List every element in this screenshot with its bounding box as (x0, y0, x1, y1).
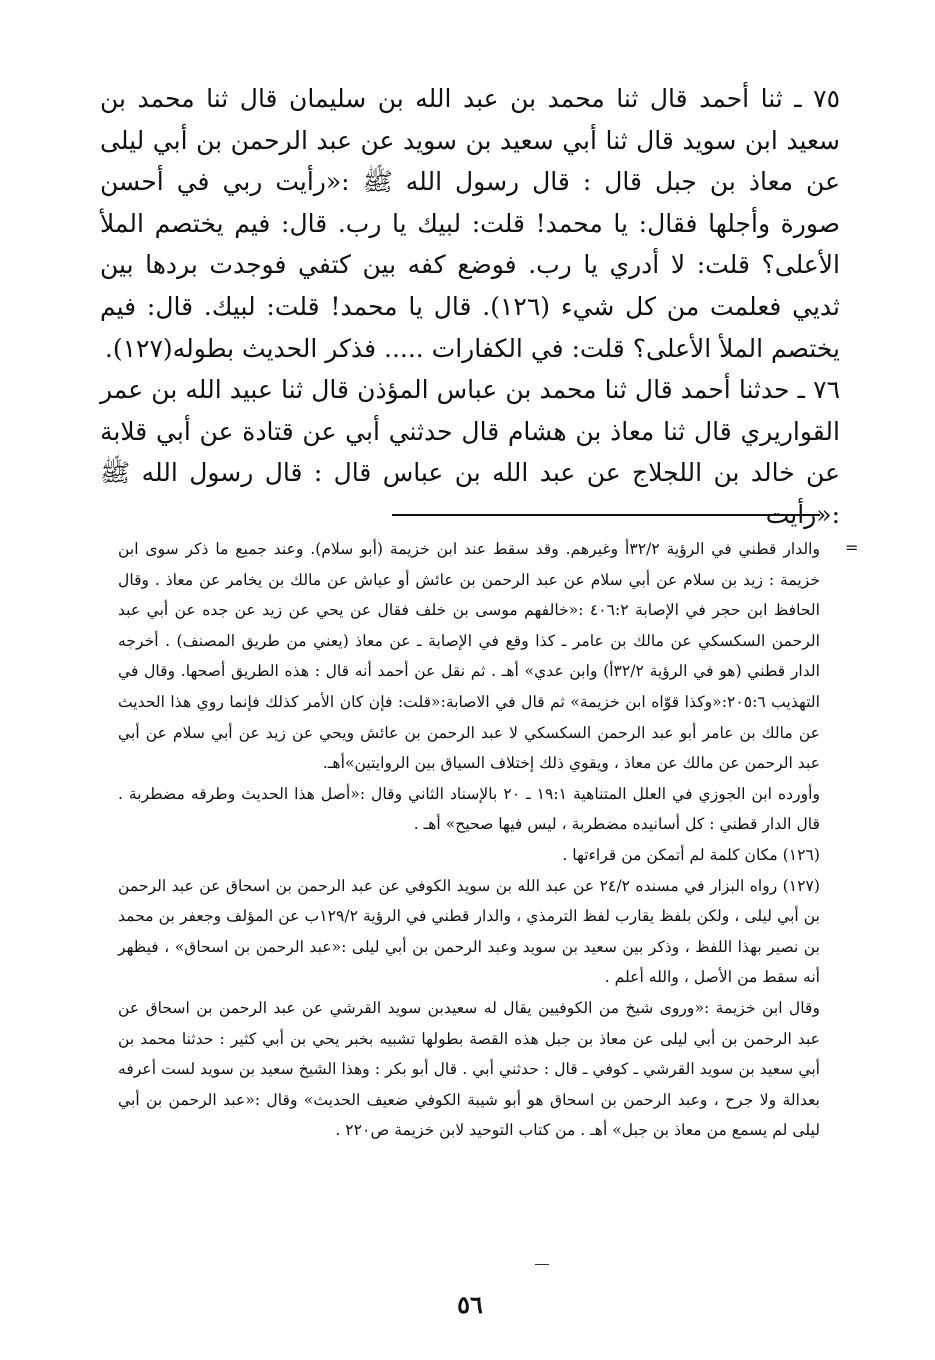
footnote-127: (١٢٧) رواه البزار في مسنده ٢٤/٢ عن عبد الله بن سويد الكوفي عن عبد الرحمن بن اسحاق عن عبد الرحمن بن أبي ليلى ، ولكن بلفظ يقارب لفظ الترمذي ، والدار قطني في الرؤية ١٢٩/٢ب عن المؤلف وجعفر بن محمد بن نصير بهذا اللفظ ، وذكر بين سعيد بن سويد وعبد الرحمن بن أبي ليلى :«عبد الرحمن بن اسحاق» ، فيظهر أنه سقط من الأصل ، والله أعلم . (118, 876, 821, 987)
hadith-text (100, 78, 840, 536)
footnote-ibn-aljawzi: وأورده ابن الجوزي في العلل المتناهية ١٩:١ ـ ٢٠ بالإسناد الثاني وقال :«أصل هذا الحديث وطرقه مضطربة . قال الدار قطني : كل أسانيده مضطربة ، ليس فيها صحيح» أهـ . (118, 784, 821, 834)
page-number: ٥٦ (457, 1290, 483, 1319)
footnote-126: (١٢٦) مكان كلمة لم أتمكن من قراءتها . (562, 845, 820, 864)
footnote-ibn-khuzayma: وقال ابن خزيمة :«وروى شيخ من الكوفيين يقال له سعيدبن سويد القرشي عن عبد الرحمن بن اسحاق عن عبد الرحمن بن أبي ليلى عن معاذ بن جبل هذه القصة بطولها تشبيه بخبر يحي بن أبي كثير : حدثنا محمد بن أبي سعيد بن سويد القرشي ـ كوفي ـ قال : حدثني أبي . قال أبو بكر : وهذا الشيخ سعيد بن سويد لست أعرفه بعدالة ولا جرح ، وعبد الرحمن بن اسحاق هو أبو شيبة الكوفي ضعيف الحديث» وقال :«عبد الرحمن بن أبي ليلى لم يسمع من معاذ بن جبل» أهـ . من كتاب التوحيد لابن خزيمة ص٢٢٠ . (118, 998, 820, 1140)
footnotes (118, 534, 820, 1146)
end-mark (535, 1264, 549, 1265)
footnote-separator (392, 514, 820, 516)
hadith-75: ٧٥ ـ ثنا أحمد قال ثنا محمد بن عبد الله بن سليمان قال ثنا محمد بن سعيد ابن سويد قال ثنا أبي سعيد بن سويد عن عبد الرحمن بن أبي ليلى عن معاذ بن جبل قال : قال رسول الله ﷺ :«رأيت ربي في أحسن صورة وأجلها فقال: يا محمد! قلت: لبيك يا رب. قال: فيم يختصم الملأ الأعلى؟ قلت: لا أدري يا رب. فوضع كفه بين كتفي فوجدت بردها بين ثديي فعلمت من كل شيء (١٢٦). قال يا محمد! قلت: لبيك. قال: فيم يختصم الملأ الأعلى؟ قلت: في الكفارات ..... فذكر الحديث بطوله(١٢٧). (100, 84, 841, 363)
footnote-continuation-mark: = (845, 538, 859, 557)
footnote-continued: والدار قطني في الرؤية ٣٢/٢أ وغيرهم. وقد سقط عند ابن خزيمة (أبو سلام). وعند جميع ما ذكر سوى ابن خزيمة : زيد بن سلام عن أبي سلام عن عبد الرحمن بن عائش أو عياش عن مالك بن يخامر عن معاذ . وقال الحافظ ابن حجر في الإصابة ٤٠٦:٢ :«خالفهم موسى بن خلف فقال عن يحي عن زيد عن جده عن أبي عبد الرحمن السكسكي عن مالك بن عامر ـ كذا وقع في الإصابة ـ عن معاذ (يعني من طريق المصنف) . أخرجه الدار قطني (هو في الرؤية ٣٢/٢أ) وابن عدي» أهـ . ثم نقل عن أحمد أنه قال : هذه الطريق أصحها. وقال في التهذيب ٢٠٥:٦:«وكذا قوّاه ابن خزيمة» ثم قال في الاصابة:«قلت: فإن كان الأمر كذلك فإنما روي هذا الحديث عن مالك بن عامر أبو عبد الرحمن السكسكي لا عبد الرحمن بن عائش ويحي عن زيد عن أبي سلام عن أبي عبد الرحمن عن مالك عن معاذ ، ويقوي ذلك إختلاف السياق بين الروايتين»أهـ. (118, 540, 820, 773)
hadith-76: ٧٦ ـ حدثنا أحمد قال ثنا محمد بن عباس المؤذن قال ثنا عبيد الله بن عمر القواريري قال ثنا معاذ بن هشام قال حدثني أبي عن قتادة عن أبي قلابة عن خالد بن اللجلاج عن عبد الله بن عباس قال : قال رسول الله ﷺ :«رأيت (100, 375, 840, 529)
